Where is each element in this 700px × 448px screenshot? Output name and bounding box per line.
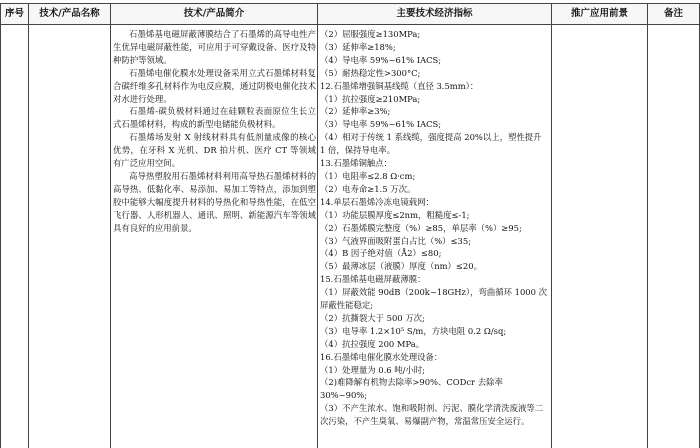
- spec-line: （2)难降解有机物去除率>90%、CODcr 去除率 30%~90%;: [320, 377, 503, 401]
- header-product-intro: 技术/产品简介: [111, 4, 317, 24]
- spec-line: （4）相对于传统 1 系线缆，强度提高 20%以上，塑性提升 1 倍，保持导电率。: [320, 132, 542, 156]
- spec-line: （2）屈服强度≥130MPa;: [320, 29, 421, 39]
- spec-line: 13.石墨烯铜触点：: [320, 158, 392, 169]
- spec-line: （2）电寿命≥1.5 万次。: [320, 183, 416, 194]
- spec-line: （2）石墨烯膜完整度（%）≥85，单层率（%）≥95;: [320, 222, 522, 233]
- header-application-prospect: 推广应用前景: [552, 4, 647, 24]
- spec-line: （5）耐热稳定性>300°C;: [320, 67, 421, 78]
- spec-line: 15.石墨烯基电磁屏蔽薄膜：: [320, 274, 426, 285]
- spec-line: （1）抗拉强度≥210MPa;: [320, 93, 421, 104]
- application-prospect-cell: [552, 25, 647, 448]
- header-remarks: 备注: [648, 4, 699, 24]
- spec-line: （5）最薄冰层（液膜）厚度（nm）≤20。: [320, 261, 482, 272]
- header-index: 序号: [1, 4, 28, 24]
- intro-paragraph: 石墨烯场发射 X 射线材料具有低剂量成像的核心优势，在牙科 X 光机、DR 拍片机、医疗 CT 等领域有广泛应用空间。: [113, 132, 316, 169]
- spec-line: （1）电阻率≤2.8 Ω·cm;: [320, 170, 416, 181]
- spec-line: （4）B 因子绝对值（Å2）≤80;: [320, 248, 442, 259]
- spec-line: （1）功能层膜厚度≤2nm，粗糙度≤-1;: [320, 209, 470, 220]
- spec-line: （3）延伸率≥18%;: [320, 41, 396, 52]
- col-divider-3: [317, 3, 318, 448]
- spec-line: （3）不产生浓水、饱和吸附剂、污泥、膜化学清洗废液等二次污染，不产生臭氧、易爆副产物，常温常压安全运行。: [320, 403, 544, 427]
- intro-paragraph: 石墨烯基电磁屏蔽薄膜结合了石墨烯的高导电性产生优异电磁屏蔽性能，可应用于可穿戴设备、医疗及特种防护等领域。: [113, 29, 316, 65]
- spec-line: 14.单层石墨烯冷冻电镜载网：: [320, 196, 434, 207]
- tech-indicators-cell: [320, 28, 548, 428]
- col-divider-2: [110, 3, 111, 448]
- spec-line: （4）导电率 59%~61% IACS;: [320, 54, 442, 65]
- spec-line: （3）气液界面吸附蛋白占比（%）≤35;: [320, 235, 472, 246]
- spec-line: （4）抗拉强度 200 MPa。: [320, 338, 425, 349]
- remarks-cell: [648, 25, 699, 448]
- intro-paragraph: 高导热塑胶用石墨烯材料利用高导热石墨烯材料的高导热、低黏化率、易添加、易加工等特点，添加到塑胶中能够大幅度提升材料的导热化和导热性能，在低空飞行器、人形机器人、通讯、照明、新能源汽车等领域具有良好的应用前景。: [113, 170, 316, 233]
- spec-line: （2）延伸率≥3%;: [320, 106, 391, 117]
- spec-line: （1）处理量为 0.6 吨/小时;: [320, 364, 425, 375]
- product-name-cell: [29, 25, 110, 448]
- intro-paragraph: 石墨烯-碳负极材料通过在硅颗粒表面原位生长立式石墨烯材料，构成的新型电储能负极材料。: [113, 106, 316, 130]
- header-product-name: 技术/产品名称: [29, 4, 110, 24]
- spec-line: 16.石墨烯电催化膜水处理设备：: [320, 351, 443, 362]
- spec-line: （2）抗撕裂大于 500 万次;: [320, 312, 425, 323]
- spec-line: （3）电导率 1.2×10⁵ S/m，方块电阻 0.2 Ω/sq;: [320, 325, 507, 336]
- spec-line: （3）导电率 59%~61% IACS;: [320, 119, 442, 130]
- header-tech-indicators: 主要技术经济指标: [318, 4, 551, 24]
- spec-line: 12.石墨烯增强铜基线缆（直径 3.5mm）：: [320, 80, 479, 91]
- index-cell: [1, 25, 28, 448]
- product-intro-cell: [113, 28, 316, 235]
- intro-paragraph: 石墨烯电催化膜水处理设备采用立式石墨烯材料复合碳纤维多孔材料作为电反应膜，通过阴极电催化技术对水进行处理。: [113, 67, 316, 104]
- spec-line: （1）屏蔽效能 90dB（200k~18GHz），弯曲循环 1000 次屏蔽性能稳定;: [320, 287, 547, 311]
